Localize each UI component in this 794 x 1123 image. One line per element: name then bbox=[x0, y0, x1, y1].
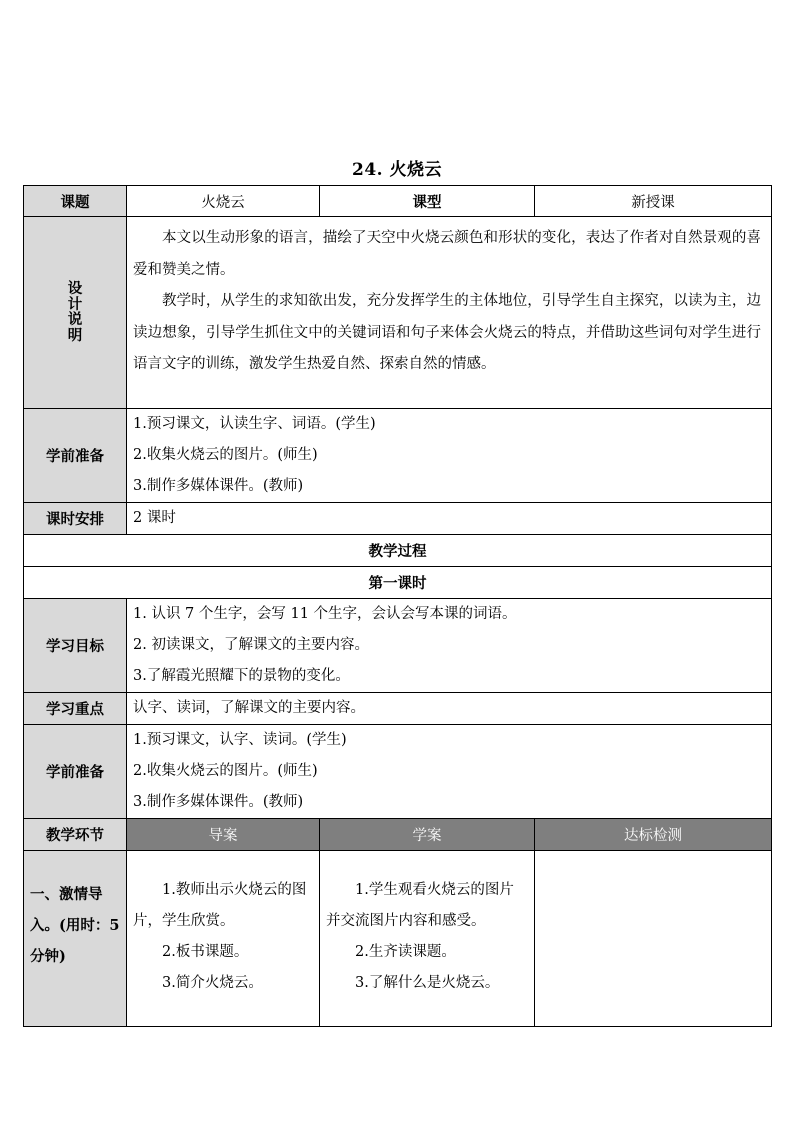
prep2-list bbox=[127, 725, 772, 819]
prep2-item: 2.收集火烧云的图片。(师生) bbox=[133, 763, 318, 779]
stage1-row bbox=[24, 851, 772, 1027]
document-title: 24. 火烧云 bbox=[352, 160, 442, 180]
stage1-check bbox=[535, 851, 772, 1027]
guide-item: 3.简介火烧云。 bbox=[162, 975, 263, 991]
goals-list bbox=[127, 599, 772, 693]
design-description bbox=[127, 217, 772, 409]
prep2-row bbox=[24, 725, 772, 819]
design-paragraph: 本文以生动形象的语言，描绘了天空中火烧云颜色和形状的变化，表达了作者对自然景观的喜爱和赞美之情。 bbox=[133, 230, 761, 278]
goal-item: 1. 认识 7 个生字，会写 11 个生字，会认会写本课的词语。 bbox=[133, 606, 517, 622]
column-guide: 导案 bbox=[127, 819, 320, 851]
design-label-char: 明 bbox=[67, 327, 83, 345]
focus-row bbox=[24, 693, 772, 725]
column-stage: 教学环节 bbox=[24, 819, 127, 851]
study-item: 1.学生观看火烧云的图片并交流图片内容和感受。 bbox=[326, 882, 514, 929]
goal-item: 2. 初读课文，了解课文的主要内容。 bbox=[133, 637, 369, 653]
prep2-item: 1.预习课文，认字、读词。(学生) bbox=[133, 732, 347, 748]
column-study: 学案 bbox=[320, 819, 535, 851]
guide-item: 1.教师出示火烧云的图片，学生欣赏。 bbox=[133, 882, 307, 929]
prep2-item: 3.制作多媒体课件。(教师) bbox=[133, 794, 304, 810]
prep1-label: 学前准备 bbox=[24, 409, 127, 503]
goal-item: 3.了解霞光照耀下的景物的变化。 bbox=[133, 668, 350, 684]
design-paragraph: 教学时，从学生的求知欲出发，充分发挥学生的主体地位，引导学生自主探究，以读为主，边读边想象，引导学生抓住文中的关键词语和句子来体会火烧云的特点，并借助这些词句对学生进行语言文字的训练，激发学生热爱自然、探索自然的情感。 bbox=[133, 293, 761, 372]
prep1-list bbox=[127, 409, 772, 503]
study-item: 2.生齐读课题。 bbox=[355, 944, 456, 960]
topic-label: 课题 bbox=[24, 186, 127, 217]
goals-row bbox=[24, 599, 772, 693]
prep1-item: 1.预习课文，认读生字、词语。(学生) bbox=[133, 416, 376, 432]
stage1-study bbox=[320, 851, 535, 1027]
process-heading: 教学过程 bbox=[24, 535, 772, 567]
type-label: 课型 bbox=[320, 186, 535, 217]
topic-row bbox=[24, 186, 772, 217]
focus-value: 认字、读词，了解课文的主要内容。 bbox=[133, 700, 365, 716]
prep1-row bbox=[24, 409, 772, 503]
focus-label: 学习重点 bbox=[24, 693, 127, 725]
design-label bbox=[24, 217, 127, 409]
prep1-item: 3.制作多媒体课件。(教师) bbox=[133, 478, 304, 494]
design-label-char: 说 bbox=[67, 311, 83, 329]
design-label-char: 计 bbox=[67, 295, 83, 313]
schedule-label: 课时安排 bbox=[24, 503, 127, 535]
stage1-label: 一、激情导入。(用时：5 分钟) bbox=[24, 851, 127, 1027]
schedule-cell bbox=[127, 503, 772, 535]
schedule-value: 2 课时 bbox=[133, 510, 176, 526]
prep1-item: 2.收集火烧云的图片。(师生) bbox=[133, 447, 318, 463]
process-heading-row bbox=[24, 535, 772, 567]
design-label-char: 设 bbox=[67, 279, 83, 297]
design-row bbox=[24, 217, 772, 409]
focus-cell bbox=[127, 693, 772, 725]
study-item: 3.了解什么是火烧云。 bbox=[355, 975, 500, 991]
lesson-heading-row bbox=[24, 567, 772, 599]
guide-item: 2.板书课题。 bbox=[162, 944, 249, 960]
schedule-row bbox=[24, 503, 772, 535]
goals-label: 学习目标 bbox=[24, 599, 127, 693]
lesson-heading: 第一课时 bbox=[24, 567, 772, 599]
stage1-guide bbox=[127, 851, 320, 1027]
columns-header-row bbox=[24, 819, 772, 851]
lesson-plan-table bbox=[23, 185, 772, 1027]
column-check: 达标检测 bbox=[535, 819, 772, 851]
type-value: 新授课 bbox=[535, 186, 772, 217]
prep2-label: 学前准备 bbox=[24, 725, 127, 819]
topic-value: 火烧云 bbox=[127, 186, 320, 217]
